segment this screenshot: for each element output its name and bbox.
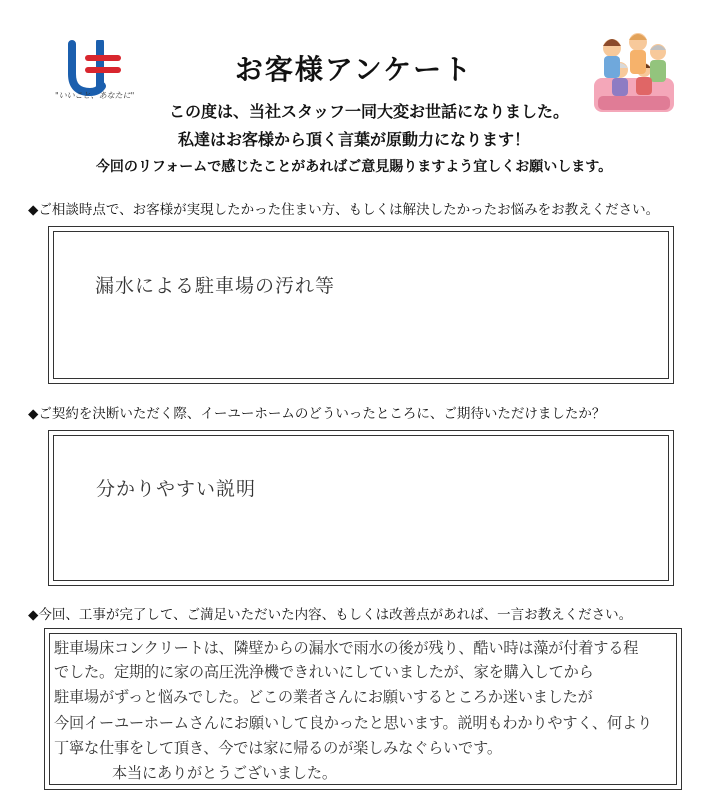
page-title: お客様アンケート	[234, 53, 474, 86]
question-2-label: ◆ご契約を決断いただく際、イーユーホームのどういったところに、ご期待いただけましたか？	[28, 406, 606, 422]
answer-2-text: 分かりやすい説明	[96, 478, 257, 500]
answer-1-text: 漏水による駐車場の汚れ等	[95, 275, 336, 297]
answer-3-line-4: 今回イーユーホームさんにお願いして良かったと思います。説明もわかりやすく、何より	[54, 714, 652, 732]
answer-3-line-3: 駐車場がずっと悩みでした。どこの業者さんにお願いするところか迷いましたが	[54, 688, 593, 706]
answer-3-line-1: 駐車場床コンクリートは、隣壁からの漏水で雨水の後が残り、酷い時は藻が付着する程	[54, 639, 639, 657]
question-3-label: ◆今回、工事が完了して、ご満足いただいた内容、もしくは改善点があれば、一言お教えください。	[28, 607, 633, 623]
intro-line-3: 今回のリフォームで感じたことがあればご意見賜りますよう宜しくお願いします。	[95, 159, 613, 175]
answer-3-line-6: 本当にありがとうございました。	[112, 764, 337, 782]
answer-box-2	[48, 430, 674, 586]
intro-line-2: 私達はお客様から頂く言葉が原動力になります！	[177, 130, 530, 149]
company-tagline: "いいこと、あなたに"	[55, 91, 135, 100]
question-1-label: ◆ご相談時点で、お客様が実現したかった住まい方、もしくは解決したかったお悩みをお教えください。	[28, 202, 660, 218]
answer-3-line-2: でした。定期的に家の高圧洗浄機できれいにしていましたが、家を購入してから	[54, 663, 594, 681]
intro-line-1: この度は、当社スタッフ一同大変お世話になりました。	[168, 102, 569, 121]
answer-box-1	[48, 226, 674, 384]
answer-3-line-5: 丁寧な仕事をして頂き、今では家に帰るのが楽しみなぐらいです。	[54, 739, 502, 757]
